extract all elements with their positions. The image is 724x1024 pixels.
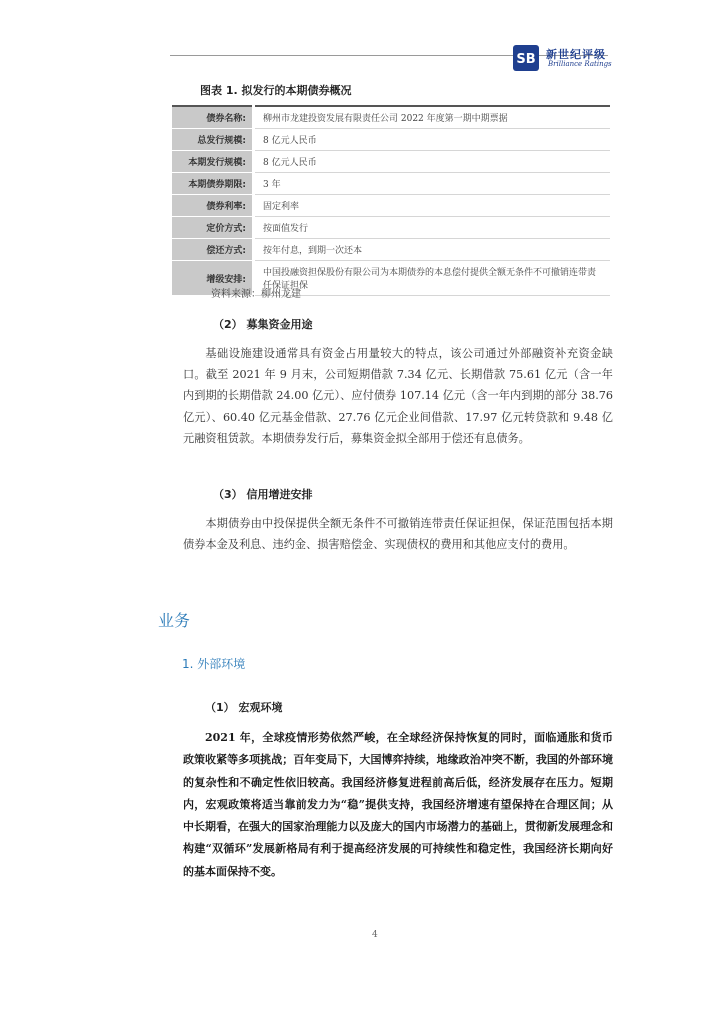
brand-logo-icon (512, 44, 540, 72)
table-row (172, 239, 610, 261)
table-caption: 图表 1. 拟发行的本期债券概况 (200, 84, 352, 97)
macro-heading: （1） 宏观环境 (205, 701, 283, 714)
table-row-value: 按年付息，到期一次还本 (254, 239, 611, 261)
table-row-key: 债券利率: (172, 195, 254, 217)
table-row (172, 129, 610, 151)
bond-overview-table (172, 105, 610, 296)
credit-heading: （3） 信用增进安排 (213, 488, 313, 501)
credit-paragraph: 本期债券由中投保提供全额无条件不可撤销连带责任保证担保，保证范围包括本期债券本金及利息、违约金、损害赔偿金、实现债权的费用和其他应支付的费用。 (183, 517, 613, 552)
funds-heading: （2） 募集资金用途 (213, 318, 313, 331)
table-row-value: 柳州市龙建投资发展有限责任公司 2022 年度第一期中期票据 (254, 106, 611, 129)
table-row (172, 106, 610, 129)
table-source-note: 资料来源：柳州龙建 (211, 289, 301, 300)
table-row (172, 151, 610, 173)
macro-paragraph: 2021 年，全球疫情形势依然严峻，在全球经济保持恢复的同时，面临通胀和货币政策收紧等多项挑战；百年变局下，大国博弈持续，地缘政治冲突不断，我国的外部环境的复杂性和不确定性依旧较高。我国经济修复进程前高后低，经济发展存在压力。短期内，宏观政策将适当靠前发力为“稳”提供支持，我国经济增速有望保持在合理区间；从中长期看，在强大的国家治理能力以及庞大的国内市场潜力的基础上，贯彻新发展理念和构建“双循环”发展新格局有利于提高经济发展的可持续性和稳定性，我国经济长期向好的基本面保持不变。 (183, 731, 613, 878)
funds-paragraph: 基础设施建设通常具有资金占用量较大的特点，该公司通过外部融资补充资金缺口。截至 2021 年 9 月末，公司短期借款 7.34 亿元、长期借款 75.61 亿元（含一年内到期的长期借款 24.00 亿元）、应付债券 107.14 亿元（含一年内到期的部分 38.76 亿元）、60.40 亿元基金借款、27.76 亿元企业间借款、17.97 亿元转贷款和 9.48 亿元融资租赁款。本期债券发行后，募集资金拟全部用于偿还有息债务。 (183, 347, 613, 445)
table-row-key: 债券名称: (172, 106, 254, 129)
svg-text:SB: SB (516, 52, 536, 67)
table-row-key: 总发行规模: (172, 129, 254, 151)
table-row-key: 偿还方式: (172, 239, 254, 261)
table-row (172, 173, 610, 195)
page-number: 4 (372, 930, 378, 940)
table-row-value: 按面值发行 (254, 217, 611, 239)
table-row-value: 8 亿元人民币 (254, 129, 611, 151)
table-row-key: 定价方式: (172, 217, 254, 239)
section-title-business: 业务 (158, 611, 191, 630)
table-row-key: 增级安排: (172, 261, 254, 296)
table-row-value: 8 亿元人民币 (254, 151, 611, 173)
brand-logo (512, 44, 622, 74)
brand-logo-cn: 新世纪评级 (546, 48, 606, 61)
table-row-value: 中国投融资担保股份有限公司为本期债券的本息偿付提供全额无条件不可撤销连带责任保证担保 (254, 261, 611, 296)
table-row (172, 195, 610, 217)
table-row-value: 3 年 (254, 173, 611, 195)
table-row (172, 217, 610, 239)
table-row-value: 固定利率 (254, 195, 611, 217)
brand-logo-en: Brilliance Ratings (548, 60, 612, 68)
subsection-title-external: 1. 外部环境 (182, 657, 246, 671)
table-row-key: 本期发行规模: (172, 151, 254, 173)
table-row-key: 本期债券期限: (172, 173, 254, 195)
